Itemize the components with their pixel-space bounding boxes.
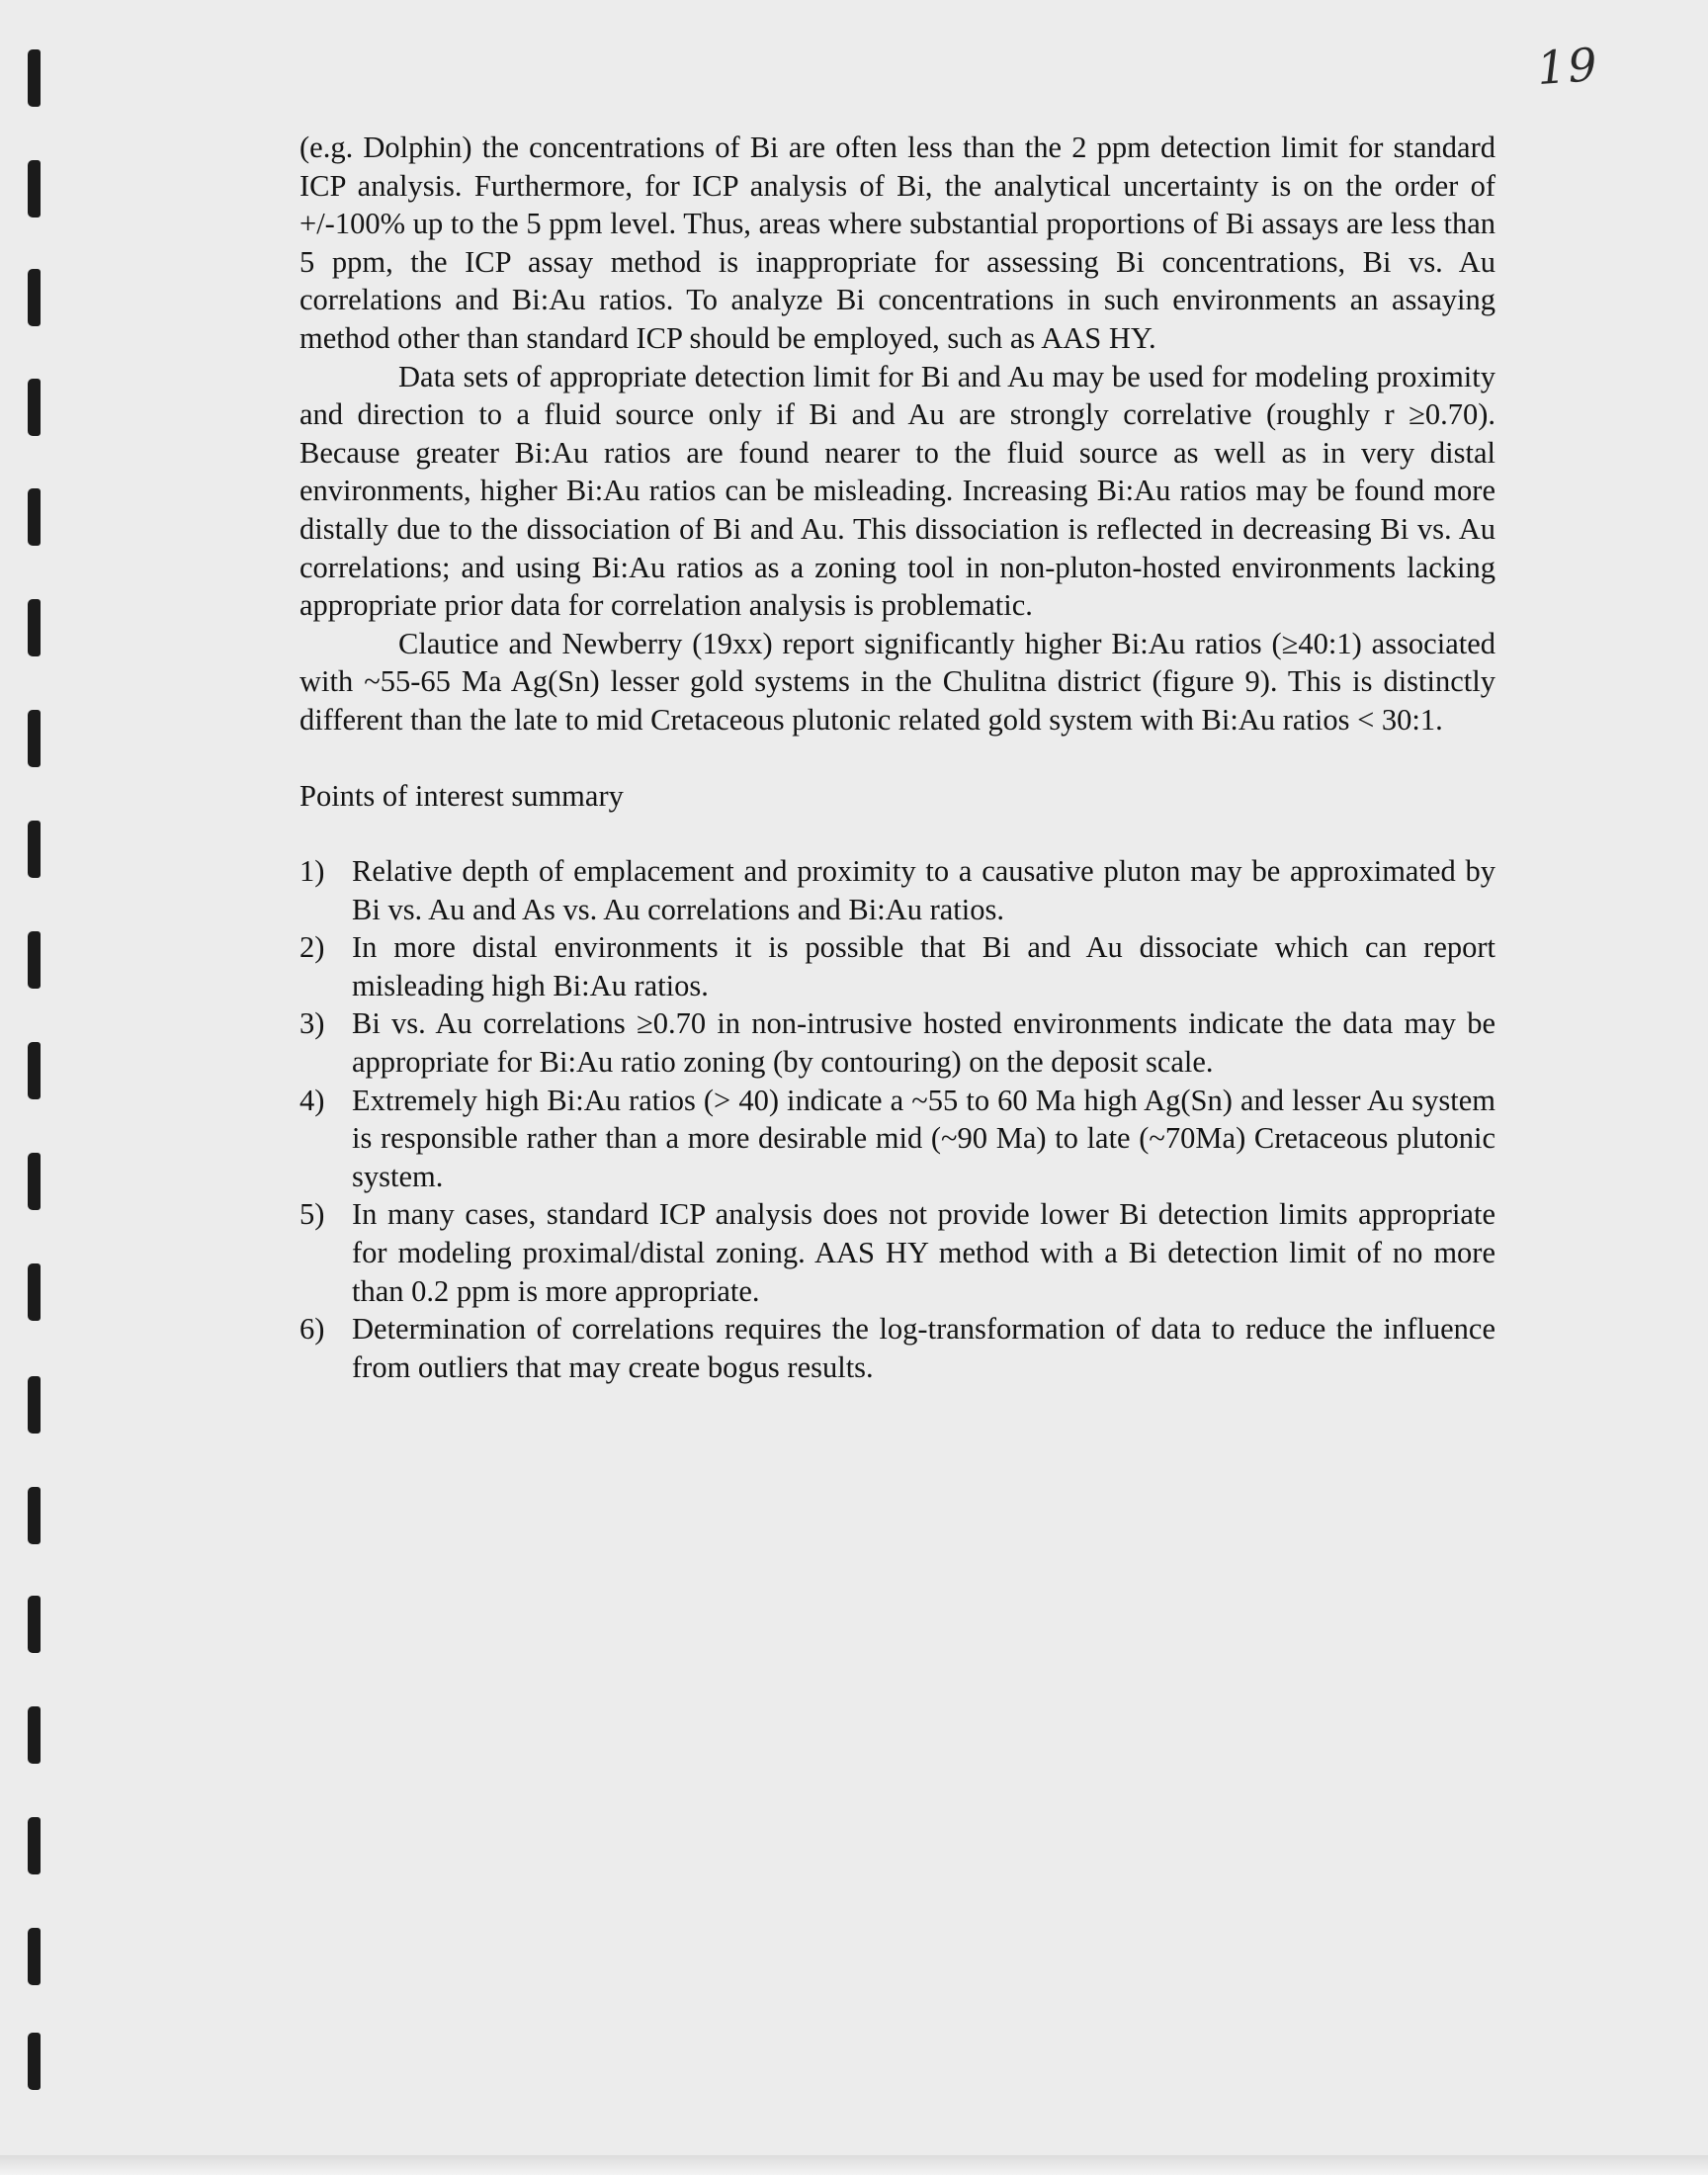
binding-punch-marks xyxy=(22,40,51,2096)
list-item xyxy=(299,852,1495,928)
paragraph: Data sets of appropriate detection limit for Bi and Au may be used for modeling proximity and direction to a fluid source only if Bi and Au are strongly correlative (roughly r ≥0.70). Because greater Bi:Au ratios are found nearer to the fluid source as well as in very distal environments, higher Bi:Au ratios can be misleading. Increasing Bi:Au ratios may be found more distally due to the dissociation of Bi and Au. This dissociation is reflected in decreasing Bi vs. Au correlations; and using Bi:Au ratios as a zoning tool in non-pluton-hosted environments lacking appropriate prior data for correlation analysis is problematic. xyxy=(299,359,1495,623)
punch-mark xyxy=(28,1042,41,1099)
punch-mark xyxy=(28,1817,41,1874)
list-item-number: 4) xyxy=(299,1083,325,1117)
list-item xyxy=(299,1004,1495,1081)
list-item-number: 5) xyxy=(299,1197,325,1232)
list-item-text: Bi vs. Au correlations ≥0.70 in non-intrusive hosted environments indicate the data may be appropriate for Bi:Au ratio zoning (by contouring) on the deposit scale. xyxy=(352,1006,1495,1080)
list-item-text: Extremely high Bi:Au ratios (> 40) indicate a ~55 to 60 Ma high Ag(Sn) and lesser Au system is responsible rather than a more desirable mid (~90 Ma) to late (~70Ma) Cretaceous plutonic system. xyxy=(352,1083,1495,1193)
punch-mark xyxy=(28,49,41,107)
list-item-number: 3) xyxy=(299,1006,325,1041)
page-bottom-edge xyxy=(0,2155,1708,2175)
punch-mark xyxy=(28,931,41,989)
section-heading: Points of interest summary xyxy=(299,778,624,813)
punch-mark xyxy=(28,2033,41,2090)
punch-mark xyxy=(28,379,41,436)
punch-mark xyxy=(28,1596,41,1653)
list-item-number: 2) xyxy=(299,930,325,965)
punch-mark xyxy=(28,821,41,878)
list-item-text: In many cases, standard ICP analysis does not provide lower Bi detection limits appropriate for modeling proximal/distal zoning. AAS HY method with a Bi detection limit of no more than 0.2 ppm is more appropriate. xyxy=(352,1197,1495,1308)
punch-mark xyxy=(28,1263,41,1321)
list-item-text: Determination of correlations requires the log-transformation of data to reduce the influence from outliers that may create bogus results. xyxy=(352,1312,1495,1384)
punch-mark xyxy=(28,160,41,218)
list-item xyxy=(299,1082,1495,1196)
list-item xyxy=(299,1310,1495,1386)
summary-list xyxy=(299,852,1495,1386)
punch-mark xyxy=(28,1487,41,1544)
punch-mark xyxy=(28,710,41,767)
body-text xyxy=(299,129,1495,1386)
page-number: 19 xyxy=(1535,37,1601,96)
list-item-text: Relative depth of emplacement and proximity to a causative pluton may be approximated by Bi vs. Au and As vs. Au correlations and Bi:Au ratios. xyxy=(352,854,1495,926)
punch-mark xyxy=(28,269,41,326)
paragraph: Clautice and Newberry (19xx) report significantly higher Bi:Au ratios (≥40:1) associated with ~55-65 Ma Ag(Sn) lesser gold systems in the Chulitna district (figure 9). This is distinctly different than the late to mid Cretaceous plutonic related gold system with Bi:Au ratios < 30:1. xyxy=(299,626,1495,737)
punch-mark xyxy=(28,1928,41,1985)
list-item-number: 6) xyxy=(299,1312,325,1347)
list-item xyxy=(299,1195,1495,1310)
list-item-text: In more distal environments it is possible that Bi and Au dissociate which can report misleading high Bi:Au ratios. xyxy=(352,930,1495,1002)
punch-mark xyxy=(28,1153,41,1210)
punch-mark xyxy=(28,1706,41,1764)
paragraph: (e.g. Dolphin) the concentrations of Bi are often less than the 2 ppm detection limit for standard ICP analysis. Furthermore, for ICP analysis of Bi, the analytical uncertainty is on the order of +/-100% up to the 5 ppm level. Thus, areas where substantial proportions of Bi assays are less than 5 ppm, the ICP assay method is inappropriate for assessing Bi concentrations, Bi vs. Au correlations and Bi:Au ratios. To analyze Bi concentrations in such environments an assaying method other than standard ICP should be employed, such as AAS HY. xyxy=(299,130,1495,355)
list-item-number: 1) xyxy=(299,854,325,889)
punch-mark xyxy=(28,599,41,656)
punch-mark xyxy=(28,1376,41,1434)
punch-mark xyxy=(28,488,41,546)
list-item xyxy=(299,928,1495,1004)
